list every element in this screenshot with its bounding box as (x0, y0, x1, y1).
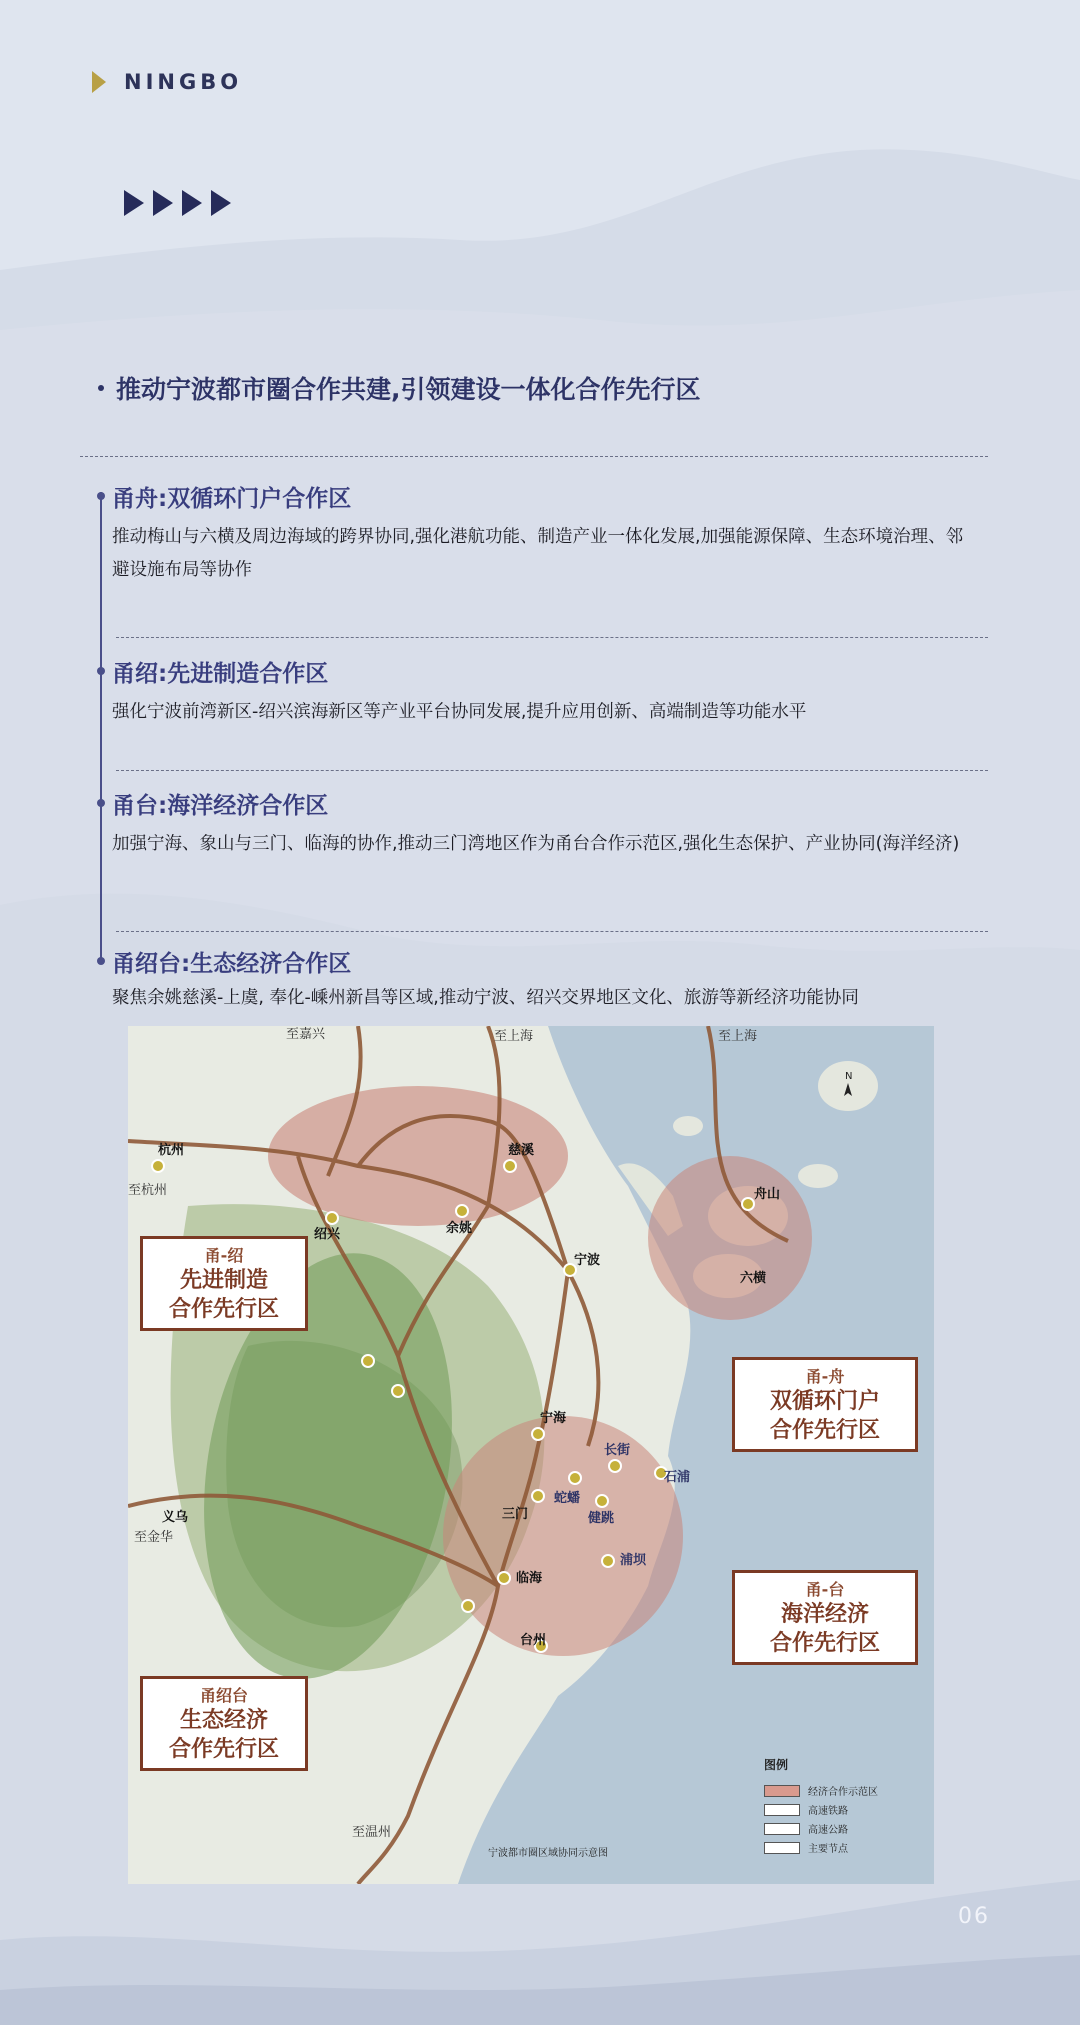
section-yongshao (112, 655, 972, 729)
section-title: 甬绍台:生态经济合作区 (112, 951, 352, 977)
regional-map (128, 1026, 934, 1884)
section-body: 聚焦余姚慈溪-上虞, 奉化-嵊州新昌等区域,推动宁波、绍兴交界地区文化、旅游等新经济功能协同 (112, 988, 859, 1008)
city-label: 宁波 (574, 1253, 601, 1268)
city-label: 石浦 (664, 1470, 691, 1485)
direction-label: 至上海 (494, 1029, 534, 1044)
legend-title: 图例 (764, 1758, 789, 1772)
section-title: 甬绍:先进制造合作区 (112, 661, 329, 687)
city-label: 余姚 (446, 1221, 473, 1236)
arrow-right-icon (182, 190, 202, 216)
map-caption: 宁波都市圈区域协同示意图 (488, 1848, 608, 1859)
city-label: 宁海 (540, 1411, 567, 1426)
arrow-right-icon (211, 190, 231, 216)
callout-yongshao: 甬-绍 先进制造 合作先行区 (140, 1236, 308, 1331)
divider (116, 770, 988, 771)
city-label: 杭州 (158, 1143, 185, 1158)
direction-label: 至温州 (352, 1825, 392, 1840)
direction-label: 至金华 (134, 1530, 174, 1545)
section-yongshaotai (112, 945, 972, 1015)
section-yongtai (112, 787, 972, 861)
direction-label: 至嘉兴 (286, 1027, 326, 1042)
svg-text:N: N (845, 1071, 853, 1082)
city-label: 健跳 (588, 1511, 615, 1526)
legend-item: 主要节点 (764, 1838, 878, 1857)
arrow-right-icon (153, 190, 173, 216)
direction-label: 至上海 (718, 1029, 758, 1044)
brand-name: NINGBO (124, 70, 243, 94)
page-number: 06 (958, 1904, 990, 1929)
timeline-line (100, 492, 102, 962)
city-label: 长街 (604, 1443, 631, 1458)
decorative-arrows (124, 190, 231, 216)
city-label: 三门 (502, 1507, 529, 1522)
page-headline (98, 370, 701, 406)
divider (80, 456, 988, 457)
headline-text: 推动宁波都市圈合作共建,引领建设一体化合作先行区 (116, 375, 701, 404)
callout-yongzhou: 甬-舟 双循环门户 合作先行区 (732, 1357, 918, 1452)
legend-item: 高速公路 (764, 1819, 878, 1838)
city-label: 台州 (520, 1633, 547, 1648)
section-title: 甬舟:双循环门户合作区 (112, 486, 352, 512)
section-body: 加强宁海、象山与三门、临海的协作,推动三门湾地区作为甬台合作示范区,强化生态保护、产业协同(海洋经济) (112, 834, 960, 854)
timeline-dot-icon (97, 799, 105, 807)
direction-label: 至杭州 (128, 1183, 168, 1198)
callout-yongtai: 甬-台 海洋经济 合作先行区 (732, 1570, 918, 1665)
divider (116, 931, 988, 932)
city-label: 浦坝 (620, 1553, 647, 1568)
play-triangle-icon (92, 71, 106, 93)
city-label: 慈溪 (508, 1143, 535, 1158)
timeline-dot-icon (97, 957, 105, 965)
timeline-dot-icon (97, 667, 105, 675)
city-label: 六横 (740, 1271, 767, 1286)
city-label: 临海 (516, 1571, 543, 1586)
map-legend (764, 1756, 878, 1857)
timeline-dot-icon (97, 492, 105, 500)
arrow-right-icon (124, 190, 144, 216)
section-body: 推动梅山与六横及周边海域的跨界协同,强化港航功能、制造产业一体化发展,加强能源保障、生态环境治理、邻避设施布局等协作 (112, 527, 964, 580)
city-label: 蛇蟠 (554, 1491, 581, 1506)
callout-yongshaotai: 甬绍台 生态经济 合作先行区 (140, 1676, 308, 1771)
section-body: 强化宁波前湾新区-绍兴滨海新区等产业平台协同发展,提升应用创新、高端制造等功能水平 (112, 702, 807, 722)
divider (116, 637, 988, 638)
section-title: 甬台:海洋经济合作区 (112, 793, 329, 819)
city-label: 绍兴 (314, 1227, 341, 1242)
city-label: 义乌 (162, 1510, 189, 1525)
legend-item: 高速铁路 (764, 1800, 878, 1819)
legend-item: 经济合作示范区 (764, 1781, 878, 1800)
bullet-dot-icon (98, 385, 104, 391)
brand-header (92, 70, 242, 94)
city-label: 舟山 (754, 1187, 781, 1202)
section-yongzhou (112, 480, 972, 587)
